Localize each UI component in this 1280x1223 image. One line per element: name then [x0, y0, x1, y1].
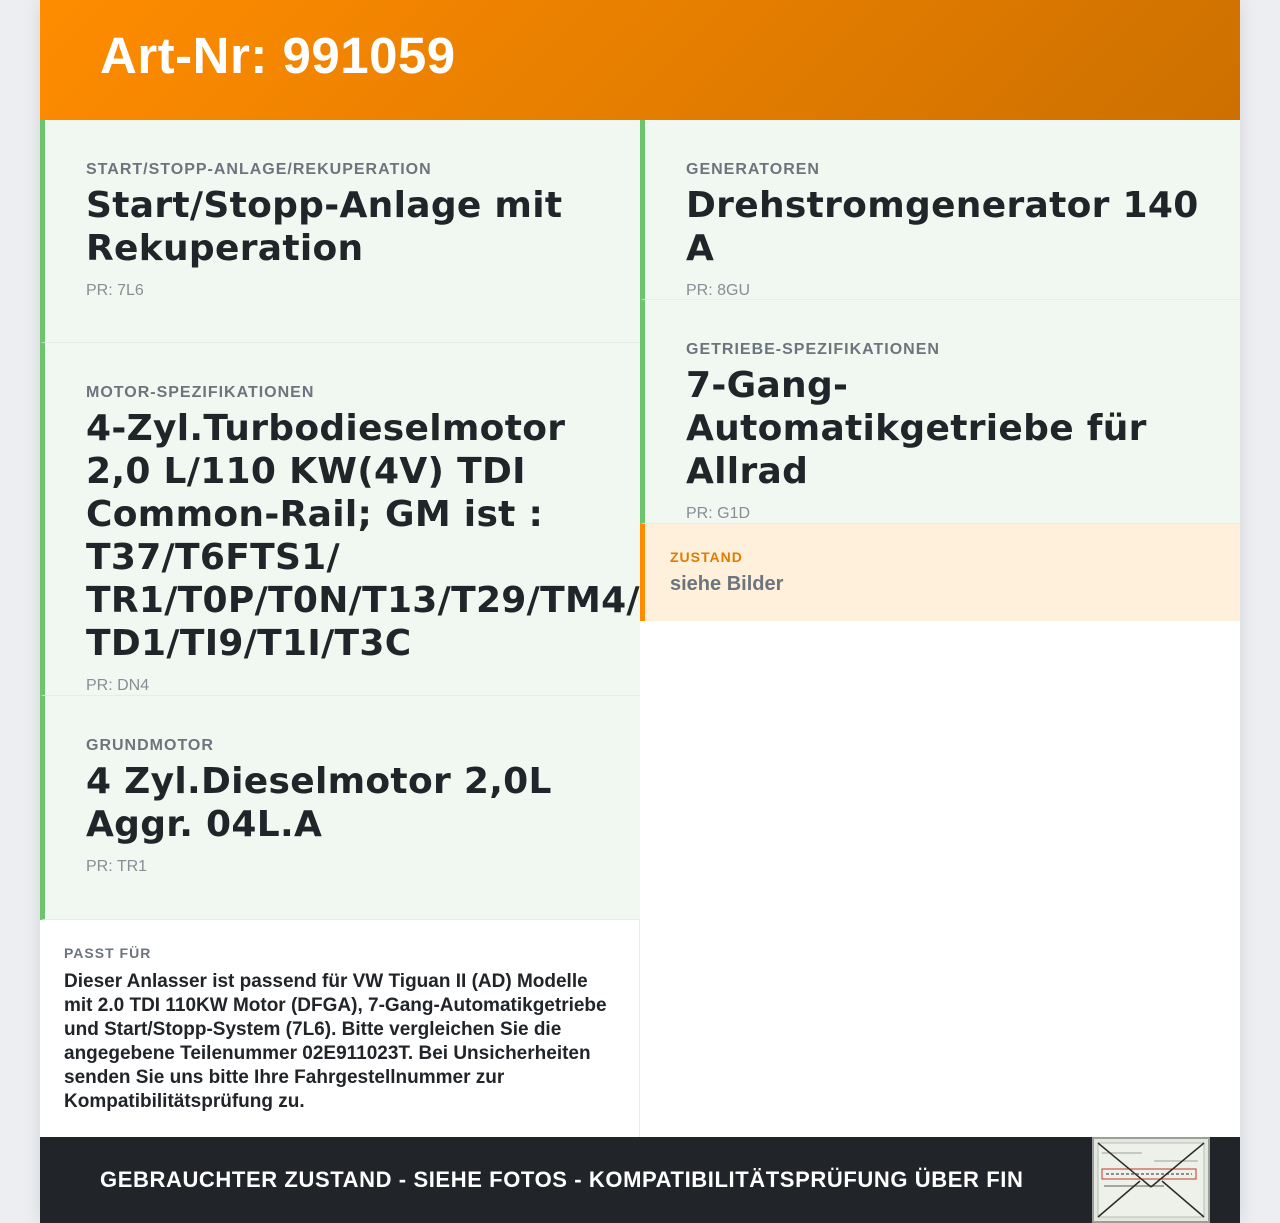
footer-notice: GEBRAUCHTER ZUSTAND - SIEHE FOTOS - KOMPATIBILITÄTSPRÜFUNG ÜBER FIN — [100, 1167, 1024, 1192]
footer-bar — [40, 1137, 1240, 1223]
spec-card-grundmotor — [40, 696, 640, 920]
condition-box — [640, 524, 1240, 621]
spec-value: Drehstromgenerator 140 A — [686, 185, 1199, 269]
spec-card-start-stopp — [40, 120, 640, 343]
spec-value: 4-Zyl.Turbodieselmotor 2,0 L/110 KW(4V) TDI Common-Rail; GM ist : T37/T6FTS1/ TR1/T0P/T0N/T13/T29/TM4/ TD1/TI9/T1I/T3C — [86, 408, 640, 664]
spec-label: GRUNDMOTOR — [86, 737, 214, 754]
spec-pr-code: PR: TR1 — [86, 858, 148, 875]
spec-value: Start/Stopp-Anlage mit Rekuperation — [86, 185, 563, 269]
spec-label: MOTOR-SPEZIFIKATIONEN — [86, 384, 315, 401]
spec-value: 7-Gang-Automatikgetriebe für Allrad — [686, 365, 1147, 492]
compatibility-text: Dieser Anlasser ist passend für VW Tiguan II (AD) Modelle mit 2.0 TDI 110KW Motor (DFGA), 7-Gang-Automatikgetriebe und Start/Stopp-System (7L6). Bitte vergleichen Sie die angegebene Teilenummer 02E911023T. Bei Unsicherheiten senden Sie uns bitte Ihre Fahrgestellnummer zur Kompatibilitätsprüfung zu. — [64, 971, 607, 1112]
condition-value: siehe Bilder — [670, 573, 784, 595]
vehicle-document-thumbnail[interactable] — [1092, 1137, 1210, 1223]
spec-card-getriebe — [640, 300, 1240, 524]
spec-pr-code: PR: 8GU — [686, 282, 751, 299]
product-page — [40, 0, 1240, 1223]
spec-pr-code: PR: G1D — [686, 505, 751, 522]
spec-label: START/STOPP-ANLAGE/REKUPERATION — [86, 161, 432, 178]
spec-card-motor — [40, 343, 640, 696]
compatibility-label: PASST FÜR — [64, 945, 152, 961]
document-image-icon — [1094, 1139, 1208, 1221]
compatibility-section — [40, 920, 640, 1137]
header-bar — [40, 0, 1240, 120]
article-number-title: Art-Nr: 991059 — [100, 27, 456, 84]
condition-label: ZUSTAND — [670, 549, 743, 565]
spec-pr-code: PR: DN4 — [86, 677, 150, 694]
spec-pr-code: PR: 7L6 — [86, 282, 144, 299]
spec-value: 4 Zyl.Dieselmotor 2,0L Aggr. 04L.A — [86, 761, 552, 845]
spec-label: GETRIEBE-SPEZIFIKATIONEN — [686, 341, 940, 358]
spec-card-generatoren — [640, 120, 1240, 300]
spec-label: GENERATOREN — [686, 161, 820, 178]
